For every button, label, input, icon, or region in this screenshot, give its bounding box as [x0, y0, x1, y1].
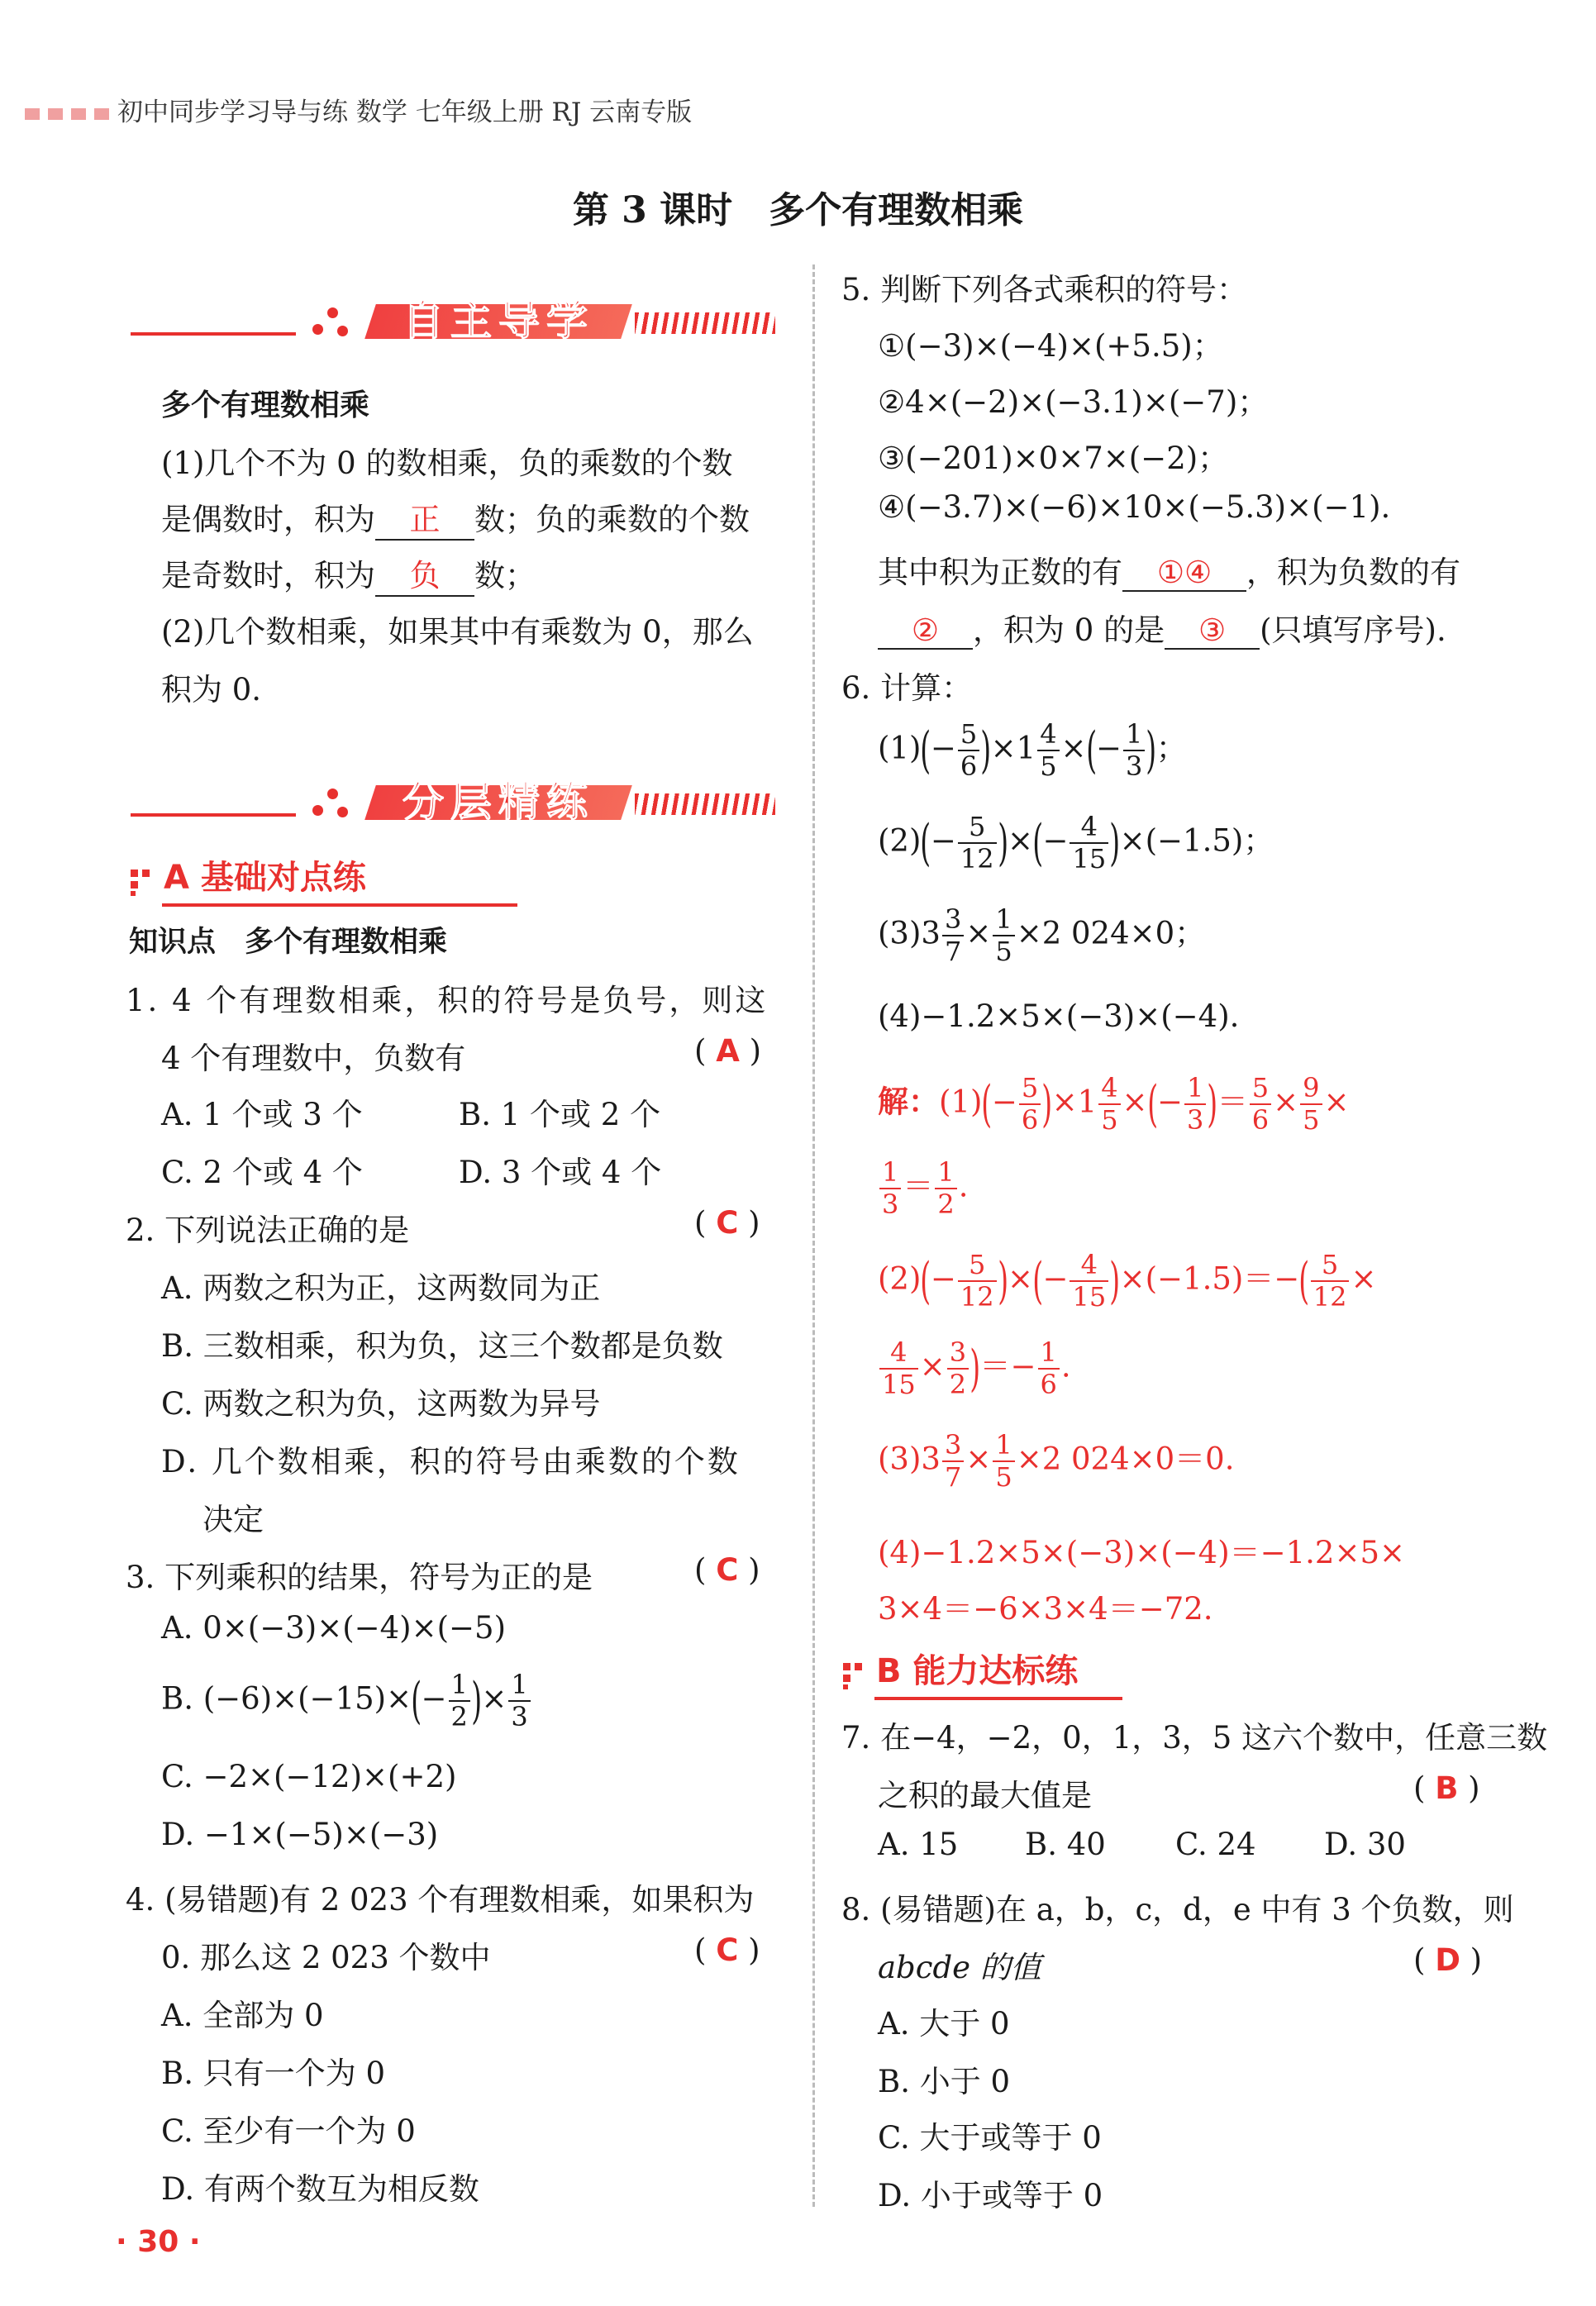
q8-stem-1: 8. (易错题)在 a，b，c，d，e 中有 3 个负数，则 — [841, 1892, 1514, 1927]
q5-expr-3: ③(−201)×0×7×(−2)； — [878, 441, 1229, 476]
q6-part-3: (3)3 $\frac{3}{7}$ × $\frac{1}{5}$ ×2 024×0； — [878, 903, 1206, 967]
squares-icon — [129, 865, 157, 894]
q3-answer: ( C ) — [694, 1552, 760, 1588]
blank-negative: 负 — [375, 550, 474, 597]
q8-option-c: C. 大于或等于 0 — [878, 2120, 1102, 2156]
guide-line-2: 是偶数时，积为 正 数；负的乘数的个数 — [161, 494, 750, 541]
q2-option-b: B. 三数相乘，积为负，这三个数都是负数 — [161, 1328, 723, 1364]
squares-icon — [841, 1658, 869, 1688]
blank-negative-products: ② — [878, 612, 973, 650]
q1-stem-1: 1. 4 个有理数相乘，积的符号是负号，则这 — [126, 983, 769, 1018]
blank-zero-products: ③ — [1165, 612, 1260, 650]
q7-stem-2: 之积的最大值是 — [878, 1778, 1092, 1813]
q6-part-1: (1)(− $\frac{5}{6}$ )×1 $\frac{4}{5}$ ×(− $\frac{1}{3}$ )； — [878, 718, 1187, 782]
q3-option-d: D. −1×(−5)×(−3) — [161, 1817, 439, 1852]
page-number: · 30 · — [116, 2225, 201, 2259]
q6-solution-2-cont: $\frac{4}{15}$ × $\frac{3}{2}$ )＝− $\frac{1}{6}$ . — [878, 1337, 1071, 1400]
q4-option-c: C. 至少有一个为 0 — [161, 2113, 416, 2149]
column-divider — [812, 264, 815, 2207]
q4-stem-2: 0. 那么这 2 023 个数中 — [161, 1940, 491, 1975]
q3-option-b: B. (−6)×(−15)×(− $\frac{1}{2}$ )× $\frac{1}{3}$ — [161, 1670, 532, 1732]
q1-stem-2: 4 个有理数中，负数有 — [161, 1041, 466, 1076]
q8-option-b: B. 小于 0 — [878, 2064, 1011, 2099]
q5-expr-1: ①(−3)×(−4)×(+5.5)； — [878, 328, 1223, 364]
q7-option-b: B. 40 — [1025, 1827, 1106, 1862]
q5-stem: 5. 判断下列各式乘积的符号： — [841, 272, 1248, 307]
q4-answer: ( C ) — [694, 1932, 760, 1968]
q5-expr-2: ②4×(−2)×(−3.1)×(−7)； — [878, 384, 1269, 420]
blank-positive: 正 — [375, 494, 474, 541]
q7-option-c: C. 24 — [1175, 1827, 1256, 1862]
section-a-heading: A 基础对点练 — [129, 851, 366, 898]
q1-option-c: C. 2 个或 4 个 — [161, 1155, 363, 1190]
q1-option-d: D. 3 个或 4 个 — [459, 1155, 662, 1190]
q7-stem-1: 7. 在−4，−2，0，1，3，5 这六个数中，任意三数 — [841, 1720, 1548, 1756]
section-b-heading: B 能力达标练 — [841, 1645, 1078, 1692]
blank-positive-products: ①④ — [1122, 555, 1246, 592]
q8-option-d: D. 小于或等于 0 — [878, 2178, 1103, 2213]
q2-answer: ( C ) — [694, 1205, 760, 1241]
guide-line-5: 积为 0. — [161, 672, 262, 708]
q8-option-a: A. 大于 0 — [878, 2006, 1010, 2042]
q6-solution-2: (2)(− $\frac{5}{12}$ )×(− $\frac{4}{15}$ )×(−1.5)＝−( $\frac{5}{12}$ × — [878, 1249, 1377, 1313]
knowledge-point: 知识点 多个有理数相乘 — [129, 926, 448, 959]
q2-option-a: A. 两数之积为正，这两数同为正 — [161, 1270, 601, 1306]
q7-answer: ( B ) — [1413, 1770, 1480, 1806]
q3-option-c: C. −2×(−12)×(+2) — [161, 1759, 457, 1794]
q5-expr-4: ④(−3.7)×(−6)×10×(−5.3)×(−1). — [878, 489, 1391, 525]
guide-line-1: (1)几个不为 0 的数相乘，负的乘数的个数 — [161, 445, 733, 481]
section-banner-self-study: 自主导学 — [131, 279, 775, 358]
q5-line-7: ② ，积为 0 的是 ③ (只填写序号). — [878, 605, 1446, 650]
q6-solution-3: (3)3 $\frac{3}{7}$ × $\frac{1}{5}$ ×2 024×0＝0. — [878, 1429, 1235, 1493]
q3-option-a: A. 0×(−3)×(−4)×(−5) — [161, 1610, 507, 1646]
q8-answer: ( D ) — [1413, 1942, 1483, 1978]
q6-solution-4: (4)−1.2×5×(−3)×(−4)＝−1.2×5× — [878, 1535, 1406, 1570]
q4-option-b: B. 只有一个为 0 — [161, 2056, 386, 2091]
guide-line-4: (2)几个数相乘，如果其中有乘数为 0，那么 — [161, 614, 754, 650]
q1-answer: ( A ) — [694, 1033, 762, 1069]
running-header: 初中同步学习导与练 数学 七年级上册 RJ 云南专版 — [25, 91, 692, 128]
guide-heading: 多个有理数相乘 — [161, 388, 370, 422]
q4-option-a: A. 全部为 0 — [161, 1998, 324, 2033]
q4-stem-1: 4. (易错题)有 2 023 个有理数相乘，如果积为 — [126, 1882, 755, 1918]
q8-stem-2: abcde 的值 — [878, 1950, 1041, 1985]
guide-line-3: 是奇数时，积为 负 数； — [161, 550, 536, 597]
section-banner-layered-practice: 分层精练 — [131, 760, 775, 839]
q2-option-d: D. 几个数相乘，积的符号由乘数的个数 — [161, 1444, 741, 1479]
q7-option-a: A. 15 — [878, 1827, 959, 1862]
q5-line-6: 其中积为正数的有 ①④ ，积为负数的有 — [878, 555, 1460, 590]
q1-option-a: A. 1 个或 3 个 — [161, 1097, 363, 1132]
q2-stem: 2. 下列说法正确的是 — [126, 1213, 410, 1248]
q2-option-c: C. 两数之积为负，这两数为异号 — [161, 1386, 601, 1422]
q4-option-d: D. 有两个数互为相反数 — [161, 2171, 479, 2207]
q6-solution-4-cont: 3×4＝−6×3×4＝−72. — [878, 1591, 1213, 1627]
q2-option-d-cont: 决定 — [202, 1502, 264, 1537]
q6-stem: 6. 计算： — [841, 670, 973, 706]
q6-part-4: (4)−1.2×5×(−3)×(−4). — [878, 998, 1240, 1034]
q6-solution-1: 解：(1)(− $\frac{5}{6}$ )×1 $\frac{4}{5}$ ×(− $\frac{1}{3}$ )＝ $\frac{5}{6}$ × $\frac{9}{5}$ × — [878, 1072, 1350, 1136]
q6-solution-1-cont: $\frac{1}{3}$ ＝ $\frac{1}{2}$ . — [878, 1157, 968, 1220]
q7-option-d: D. 30 — [1324, 1827, 1406, 1862]
q1-option-b: B. 1 个或 2 个 — [459, 1097, 661, 1132]
q3-stem: 3. 下列乘积的结果，符号为正的是 — [126, 1560, 593, 1595]
q6-part-2: (2)(− $\frac{5}{12}$ )×(− $\frac{4}{15}$ )×(−1.5)； — [878, 811, 1274, 874]
lesson-title: 第 3 课时 多个有理数相乘 — [572, 189, 1024, 231]
